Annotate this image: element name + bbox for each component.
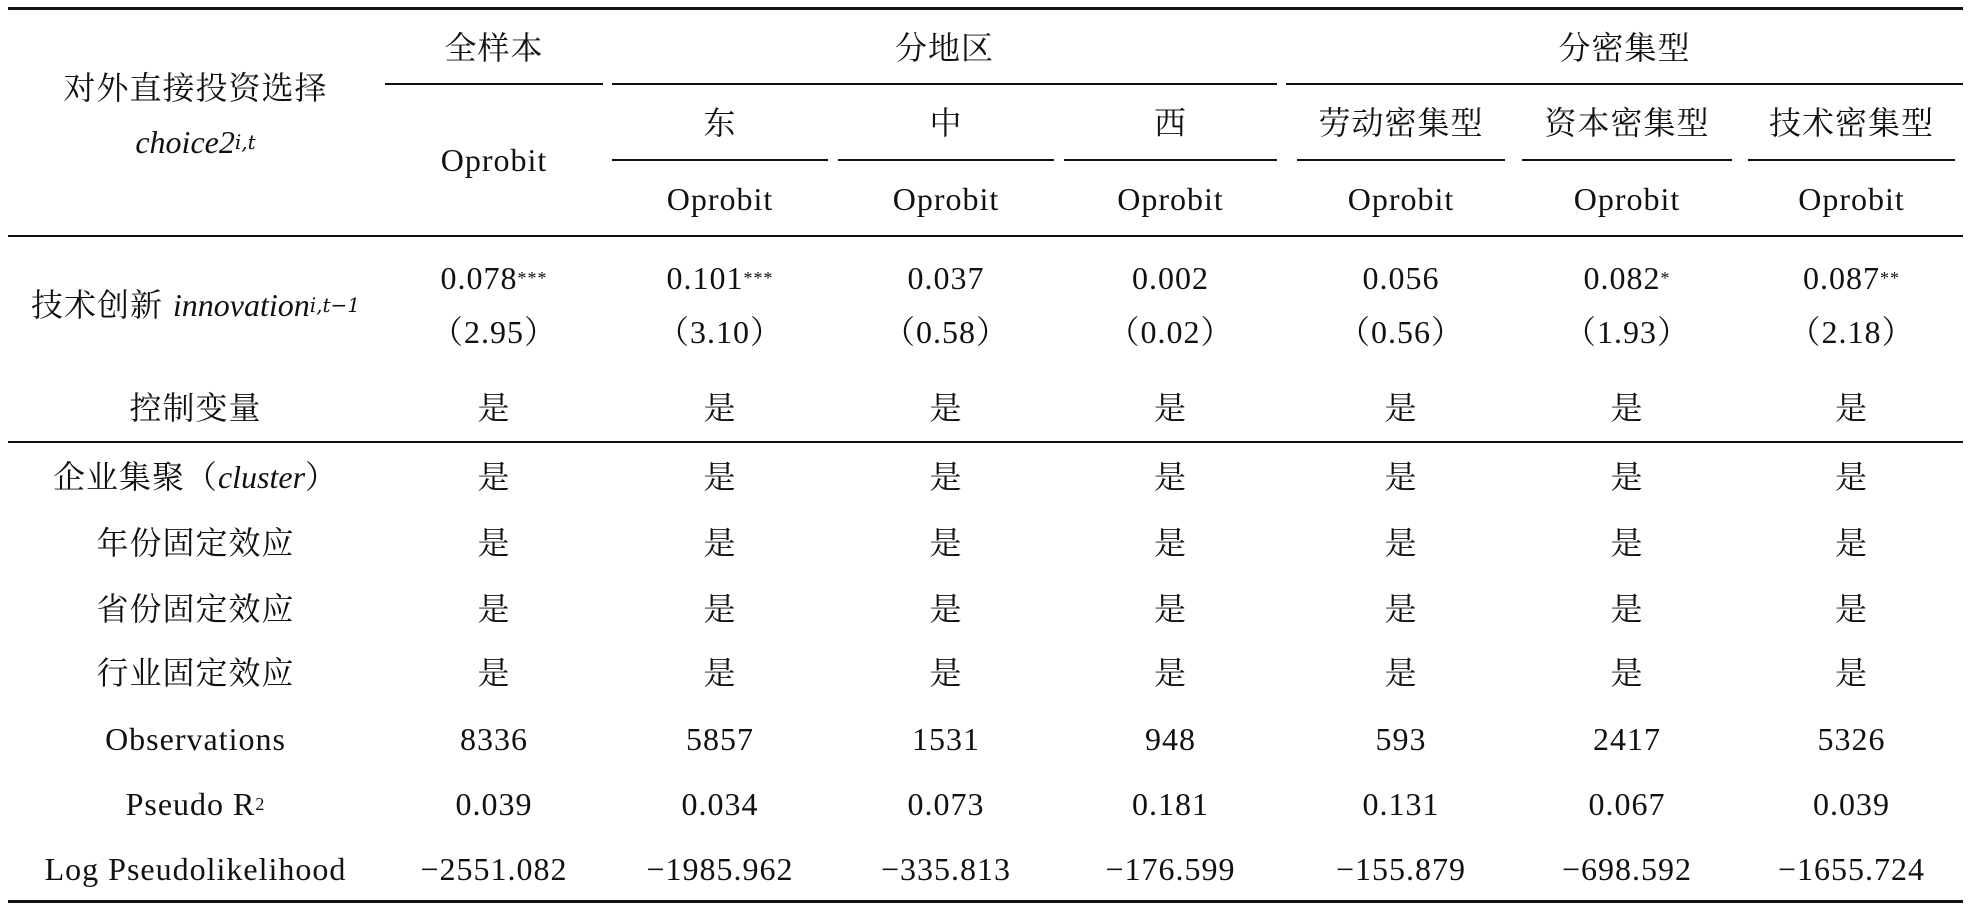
header-region-east: 东 <box>703 104 737 142</box>
year-fe-yes: 是 <box>929 524 963 562</box>
innovation-cell <box>838 250 1054 360</box>
header-bottom-rule <box>8 235 1963 237</box>
controls-yes: 是 <box>477 389 511 427</box>
industry-fe-yes: 是 <box>703 654 737 692</box>
innovation-coef: 0.082 <box>1583 260 1661 296</box>
innovation-tstat: （0.56） <box>1337 314 1464 350</box>
observations-value: 1531 <box>912 721 980 757</box>
innovation-label: 技术创新 innovation i,t−1 <box>30 286 361 324</box>
year-fe-label: 年份固定效应 <box>96 524 295 562</box>
innovation-cell <box>1522 250 1732 360</box>
year-fe-yes: 是 <box>1834 524 1868 562</box>
year-fe-yes: 是 <box>477 524 511 562</box>
innovation-coef: 0.037 <box>907 260 985 296</box>
header-by-intensity: 分密集型 <box>1558 29 1691 67</box>
province-fe-yes: 是 <box>1384 590 1418 628</box>
controls-yes: 是 <box>1610 389 1644 427</box>
industry-fe-yes: 是 <box>1834 654 1868 692</box>
innovation-tstat: （1.93） <box>1563 314 1690 350</box>
province-fe-yes: 是 <box>1834 590 1868 628</box>
innovation-coef: 0.078 <box>440 260 518 296</box>
bottom-rule <box>8 900 1963 903</box>
rule-full-sample <box>385 83 603 85</box>
significance-stars: *** <box>517 268 548 288</box>
rule-region-east <box>612 159 828 161</box>
province-fe-yes: 是 <box>703 590 737 628</box>
rule-region-central <box>838 159 1054 161</box>
log-pl-value: −155.879 <box>1335 851 1467 887</box>
header-labor-intensive: 劳动密集型 <box>1318 104 1484 142</box>
row-label-var: choice2 i,t <box>135 124 256 160</box>
industry-fe-yes: 是 <box>1384 654 1418 692</box>
significance-stars: ** <box>1880 268 1900 288</box>
pseudo-r2-value: 0.039 <box>455 786 533 822</box>
innovation-coef: 0.002 <box>1132 260 1209 296</box>
log-pl-value: −1985.962 <box>646 851 794 887</box>
cluster-label: 企业集聚（ cluster ） <box>52 458 339 496</box>
mid-rule <box>8 441 1963 443</box>
controls-yes: 是 <box>703 389 737 427</box>
year-fe-yes: 是 <box>1384 524 1418 562</box>
innovation-cell <box>612 250 828 360</box>
significance-stars: *** <box>743 268 774 288</box>
cluster-yes: 是 <box>929 458 963 496</box>
rule-by-intensity <box>1286 83 1963 85</box>
controls-yes: 是 <box>1384 389 1418 427</box>
controls-yes: 是 <box>929 389 963 427</box>
innovation-coef: 0.056 <box>1362 260 1440 296</box>
innovation-coef: 0.101 <box>666 260 744 296</box>
row-label-text: 对外直接投资选择 <box>63 69 328 107</box>
province-fe-yes: 是 <box>477 590 511 628</box>
method-east: Oprobit <box>666 181 774 217</box>
controls-label: 控制变量 <box>129 389 262 427</box>
cluster-yes: 是 <box>1384 458 1418 496</box>
method-west: Oprobit <box>1117 181 1224 217</box>
province-fe-yes: 是 <box>1610 590 1644 628</box>
industry-fe-yes: 是 <box>1153 654 1187 692</box>
innovation-cell <box>1748 250 1955 360</box>
pseudo-r2-value: 0.181 <box>1132 786 1209 822</box>
observations-value: 8336 <box>460 721 528 757</box>
province-fe-yes: 是 <box>1153 590 1187 628</box>
method-central: Oprobit <box>892 181 1000 217</box>
log-pl-value: −2551.082 <box>420 851 568 887</box>
observations-value: 593 <box>1375 721 1427 757</box>
controls-yes: 是 <box>1153 389 1187 427</box>
method-labor: Oprobit <box>1347 181 1455 217</box>
pseudo-r2-value: 0.039 <box>1813 786 1890 822</box>
cluster-yes: 是 <box>1610 458 1644 496</box>
header-by-region: 分地区 <box>894 29 994 67</box>
rule-by-region <box>612 83 1277 85</box>
top-rule <box>8 7 1963 10</box>
cluster-yes: 是 <box>477 458 511 496</box>
observations-value: 948 <box>1145 721 1196 757</box>
industry-fe-yes: 是 <box>1610 654 1644 692</box>
year-fe-yes: 是 <box>1153 524 1187 562</box>
header-region-central: 中 <box>929 104 963 142</box>
province-fe-yes: 是 <box>929 590 963 628</box>
cluster-yes: 是 <box>1834 458 1868 496</box>
header-region-west: 西 <box>1153 104 1187 142</box>
rule-region-west <box>1064 159 1277 161</box>
rule-tech <box>1748 159 1955 161</box>
innovation-cell <box>385 250 603 360</box>
header-capital-intensive: 资本密集型 <box>1544 104 1710 142</box>
innovation-coef: 0.087 <box>1803 260 1880 296</box>
innovation-tstat: （2.18） <box>1788 314 1915 350</box>
header-full-sample: 全样本 <box>444 29 544 67</box>
pseudo-r2-value: 0.034 <box>681 786 759 822</box>
observations-value: 2417 <box>1593 721 1661 757</box>
industry-fe-label: 行业固定效应 <box>96 654 295 692</box>
method-capital: Oprobit <box>1573 181 1681 217</box>
observations-value: 5326 <box>1817 721 1886 757</box>
pseudo-r2-label: Pseudo R 2 <box>125 786 266 822</box>
pseudo-r2-value: 0.073 <box>907 786 985 822</box>
method-tech: Oprobit <box>1798 181 1905 217</box>
significance-stars: * <box>1660 268 1671 288</box>
innovation-tstat: （0.58） <box>882 314 1009 350</box>
log-pl-value: −1655.724 <box>1777 851 1926 887</box>
innovation-tstat: （2.95） <box>430 314 557 350</box>
method-full-sample: Oprobit <box>440 142 548 178</box>
log-pl-value: −176.599 <box>1105 851 1236 887</box>
log-pl-label: Log Pseudolikelihood <box>44 851 347 887</box>
innovation-tstat: （0.02） <box>1107 314 1234 350</box>
observations-value: 5857 <box>686 721 754 757</box>
cluster-yes: 是 <box>1153 458 1187 496</box>
cluster-yes: 是 <box>703 458 737 496</box>
pseudo-r2-value: 0.067 <box>1588 786 1666 822</box>
controls-yes: 是 <box>1834 389 1868 427</box>
province-fe-label: 省份固定效应 <box>96 590 295 628</box>
innovation-tstat: （3.10） <box>656 314 783 350</box>
innovation-cell <box>1064 250 1277 360</box>
year-fe-yes: 是 <box>1610 524 1644 562</box>
log-pl-value: −335.813 <box>880 851 1012 887</box>
year-fe-yes: 是 <box>703 524 737 562</box>
innovation-cell <box>1297 250 1505 360</box>
header-row-label <box>8 55 383 175</box>
log-pl-value: −698.592 <box>1561 851 1693 887</box>
pseudo-r2-value: 0.131 <box>1362 786 1440 822</box>
industry-fe-yes: 是 <box>477 654 511 692</box>
observations-label: Observations <box>105 721 286 757</box>
header-tech-intensive: 技术密集型 <box>1768 104 1934 142</box>
industry-fe-yes: 是 <box>929 654 963 692</box>
rule-capital <box>1522 159 1732 161</box>
rule-labor <box>1297 159 1505 161</box>
